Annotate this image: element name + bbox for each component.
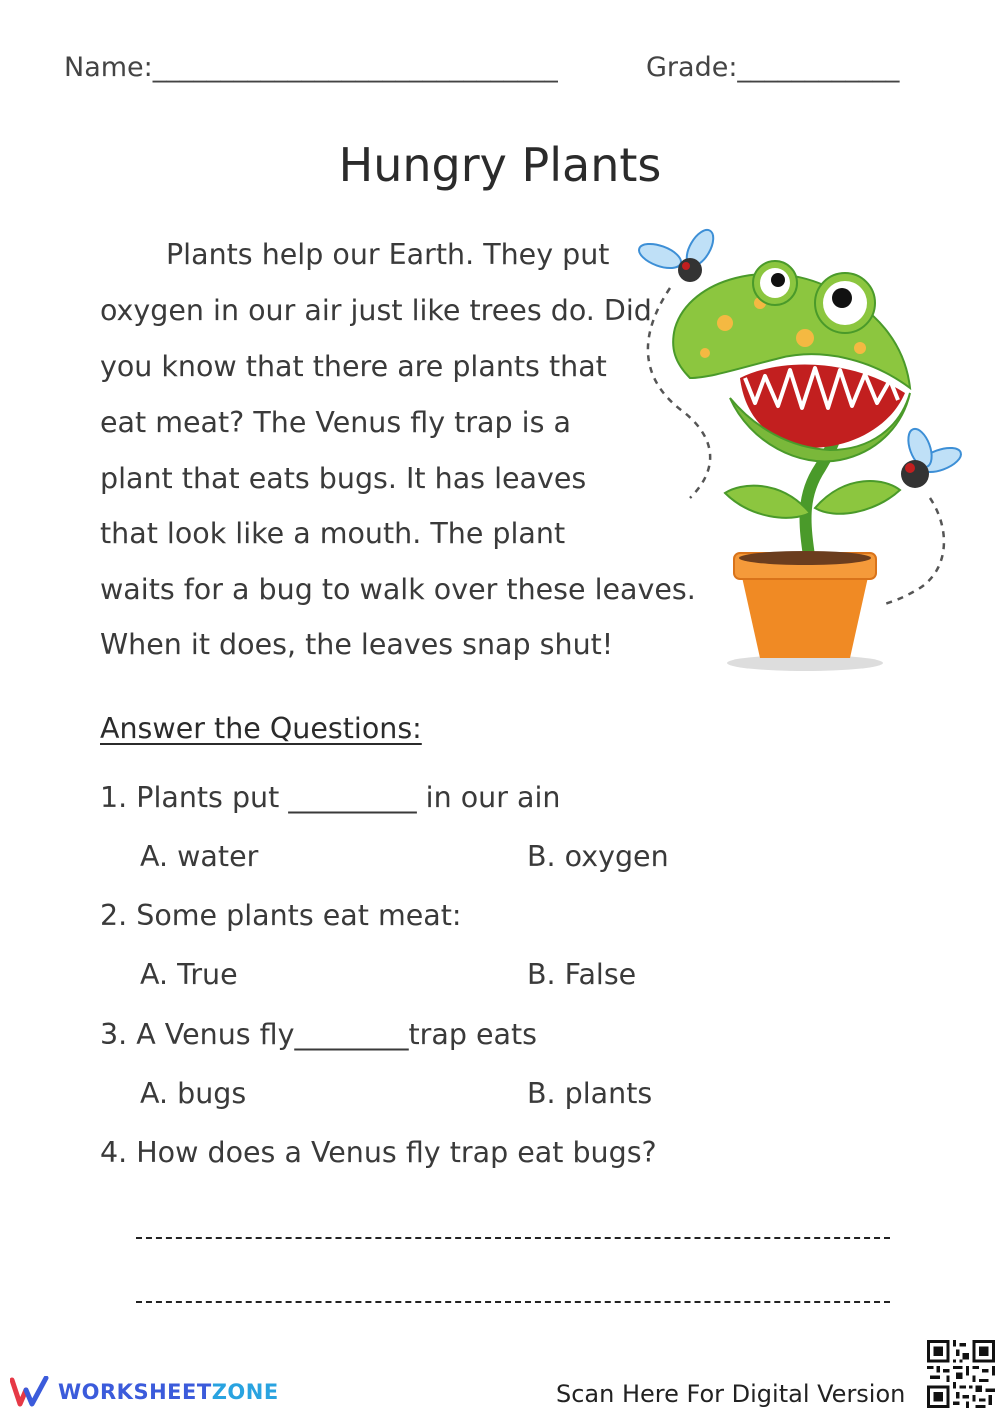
passage-line: When it does, the leaves snap shut! (100, 628, 614, 661)
question-4: 4. How does a Venus fly trap eat bugs? (100, 1136, 657, 1169)
grade-field-label: Grade:____________ (646, 52, 900, 83)
right-leaf (815, 481, 900, 514)
passage-line: plant that eats bugs. It has leaves (100, 462, 587, 495)
left-pupil (771, 273, 785, 287)
spot (700, 348, 710, 358)
section-heading: Answer the Questions: (100, 712, 422, 745)
passage-line: oxygen in our air just like trees do. Did (100, 294, 652, 327)
question-1-option-a: A. water (140, 840, 259, 873)
spot (796, 329, 814, 347)
answer-line (136, 1301, 890, 1303)
question-1-option-b: B. oxygen (527, 840, 669, 873)
answer-line (136, 1237, 890, 1239)
logo-icon (10, 1376, 50, 1408)
passage-line: waits for a bug to walk over these leaves. (100, 573, 696, 606)
name-field-label: Name:______________________________ (64, 52, 558, 83)
fly-icon (901, 426, 964, 488)
fly-icon (636, 228, 719, 282)
spot (717, 315, 733, 331)
venus-flytrap-illustration (630, 228, 980, 678)
question-2-option-a: A. True (140, 958, 238, 991)
question-3: 3. A Venus fly________trap eats (100, 1018, 538, 1051)
right-pupil (832, 288, 852, 308)
qr-code-icon[interactable] (927, 1340, 995, 1408)
spot (854, 342, 866, 354)
brand-name (58, 1380, 279, 1404)
pot-soil (739, 551, 871, 565)
brand-name-secondary: ZONE (211, 1380, 279, 1404)
left-leaf (725, 486, 810, 518)
brand-name-primary: WORKSHEET (58, 1380, 212, 1404)
flower-pot (740, 568, 870, 658)
question-2: 2. Some plants eat meat: (100, 899, 462, 932)
flight-path-right (885, 498, 944, 604)
passage-line: Plants help our Earth. They put (166, 238, 610, 271)
passage-line: that look like a mouth. The plant (100, 517, 566, 550)
question-3-option-b: B. plants (527, 1077, 653, 1110)
passage-line: you know that there are plants that (100, 350, 607, 383)
page-title: Hungry Plants (338, 138, 662, 192)
worksheetzone-logo (10, 1376, 279, 1408)
question-3-option-a: A. bugs (140, 1077, 247, 1110)
passage-line: eat meat? The Venus fly trap is a (100, 406, 571, 439)
question-1: 1. Plants put _________ in our ain (100, 781, 561, 814)
scan-caption: Scan Here For Digital Version (556, 1380, 906, 1408)
question-2-option-b: B. False (527, 958, 637, 991)
